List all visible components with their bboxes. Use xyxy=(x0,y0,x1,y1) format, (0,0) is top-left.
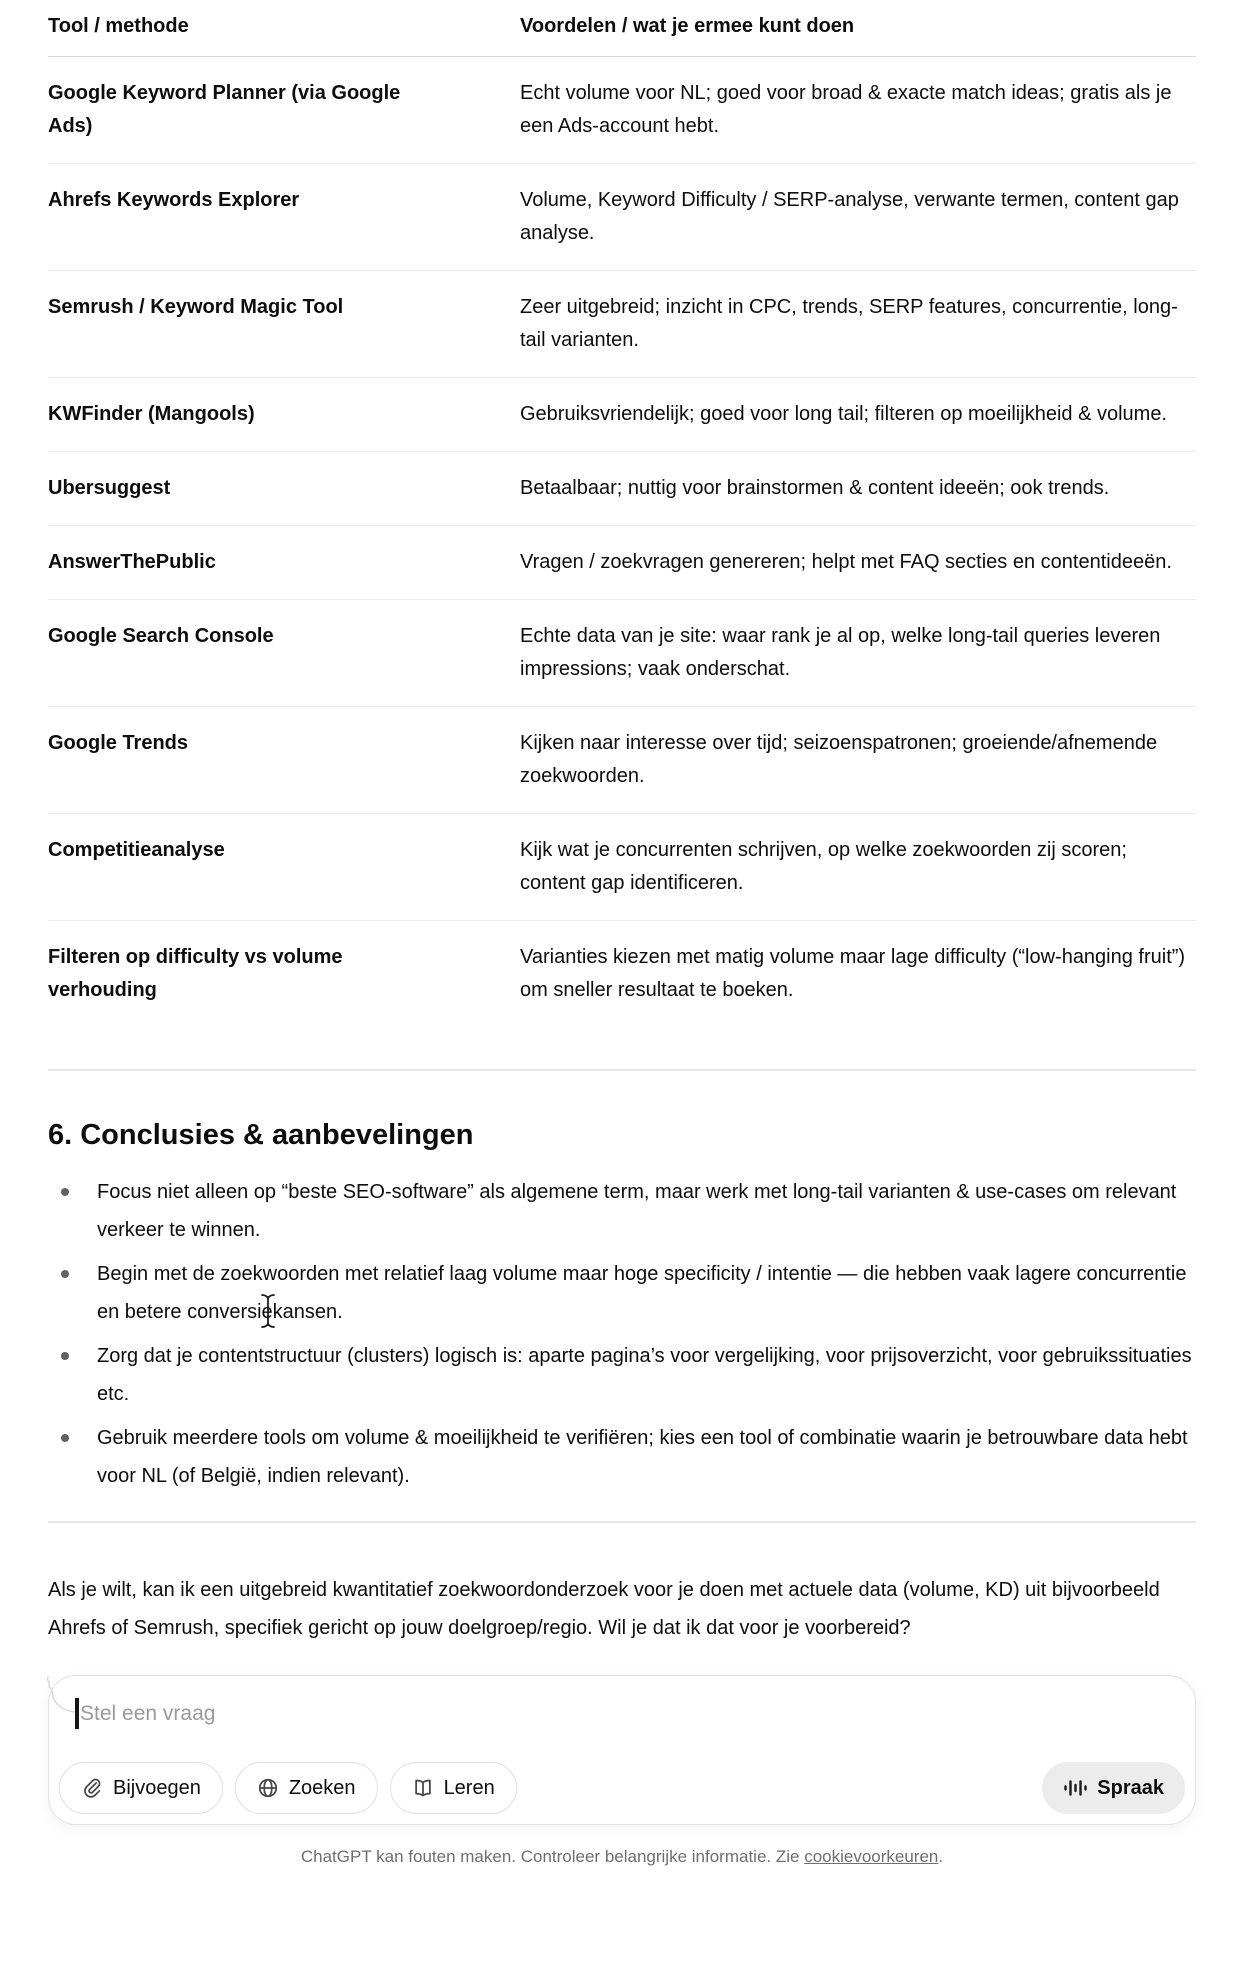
disclaimer-text: ChatGPT kan fouten maken. Controleer belangrijke informatie. Zie xyxy=(300,1847,805,1866)
benefit-cell: Kijken naar interesse over tijd; seizoenspatronen; groeiende/afnemende zoekwoorden. xyxy=(520,707,1196,814)
book-icon xyxy=(412,1777,434,1799)
pill-label: Leren xyxy=(443,1776,495,1799)
benefit-cell: Kijk wat je concurrenten schrijven, op welke zoekwoorden zij scoren; content gap identificeren. xyxy=(520,814,1196,921)
table-row xyxy=(48,57,1196,164)
tools-table xyxy=(48,6,1196,1027)
table-row xyxy=(48,600,1196,707)
tool-cell: Google Keyword Planner (via Google Ads) xyxy=(48,57,520,164)
cookie-preferences-link[interactable]: cookievoorkeuren xyxy=(804,1847,939,1866)
table-row xyxy=(48,814,1196,921)
composer-corner-curl xyxy=(40,1672,80,1719)
benefit-cell: Vragen / zoekvragen genereren; helpt met FAQ secties en contentideeën. xyxy=(520,526,1196,600)
leren-button[interactable] xyxy=(390,1762,517,1814)
table-row xyxy=(48,164,1196,271)
globe-icon xyxy=(257,1777,279,1799)
tool-cell: Competitieanalyse xyxy=(48,814,520,921)
section-divider xyxy=(48,1521,1196,1523)
tool-cell: Ubersuggest xyxy=(48,452,520,526)
disclaimer xyxy=(48,1846,1196,1868)
section-heading: 6. Conclusies & aanbevelingen xyxy=(48,1119,474,1151)
tool-cell: Google Search Console xyxy=(48,600,520,707)
tool-cell: Semrush / Keyword Magic Tool xyxy=(48,271,520,378)
table-row xyxy=(48,707,1196,814)
paperclip-icon xyxy=(81,1777,103,1799)
waveform-icon xyxy=(1063,1776,1088,1800)
benefit-cell: Varianties kiezen met matig volume maar lage difficulty (“low-hanging fruit”) om sneller resultaat te boeken. xyxy=(520,946,1186,1001)
benefit-cell: Echt volume voor NL; goed voor broad & exacte match ideas; gratis als je een Ads-account hebt. xyxy=(520,57,1196,164)
table-row xyxy=(48,921,1196,1028)
conclusion-bullet: Gebruik meerdere tools om volume & moeilijkheid te verifiëren; kies een tool of combinatie waarin je betrouwbare data hebt voor NL (of België, indien relevant). xyxy=(48,1419,1196,1495)
text-caret xyxy=(75,1698,79,1729)
conclusion-bullet: Begin met de zoekwoorden met relatief laag volume maar hoge specificity / intentie — die hebben vaak lagere concurrentie en betere conversiekansen. xyxy=(48,1255,1196,1331)
disclaimer-suffix: . xyxy=(938,1847,944,1866)
table-header-row xyxy=(48,6,1196,57)
tool-cell: Google Trends xyxy=(48,707,520,814)
benefit-cell: Gebruiksvriendelijk; goed voor long tail; filteren op moeilijkheid & volume. xyxy=(520,378,1196,452)
conclusions-list xyxy=(48,1173,1196,1495)
voice-button[interactable] xyxy=(1042,1762,1185,1814)
column-header-benefits: Voordelen / wat je ermee kunt doen xyxy=(520,6,1196,57)
section-divider xyxy=(48,1069,1196,1071)
message-input[interactable] xyxy=(75,1698,1185,1729)
benefit-cell: Zeer uitgebreid; inzicht in CPC, trends, SERP features, concurrentie, long-tail varianten. xyxy=(520,271,1196,378)
pill-label: Zoeken xyxy=(288,1776,356,1799)
tool-cell: Ahrefs Keywords Explorer xyxy=(48,164,520,271)
voice-button-label: Spraak xyxy=(1097,1776,1164,1799)
conclusion-bullet: Focus niet alleen op “beste SEO-software” als algemene term, maar werk met long-tail varianten & use-cases om relevant verkeer te winnen. xyxy=(48,1173,1196,1249)
pill-label: Bijvoegen xyxy=(113,1776,201,1799)
tool-cell: Filteren op difficulty vs volume verhouding xyxy=(48,946,343,1001)
conclusion-bullet: Zorg dat je contentstructuur (clusters) logisch is: aparte pagina’s voor vergelijking, voor prijsoverzicht, voor gebruikssituaties etc. xyxy=(48,1337,1196,1413)
benefit-cell: Betaalbaar; nuttig voor brainstormen & content ideeën; ook trends. xyxy=(520,452,1196,526)
column-header-tool: Tool / methode xyxy=(48,6,520,57)
bijvoegen-button[interactable] xyxy=(59,1762,223,1814)
closing-paragraph: Als je wilt, kan ik een uitgebreid kwantitatief zoekwoordonderzoek voor je doen met actuele data (volume, KD) uit bijvoorbeeld Ahrefs of Semrush, specifiek gericht op jouw doelgroep/regio. Wil je dat ik dat voor je voorbereid? xyxy=(48,1579,1160,1639)
table-row xyxy=(48,526,1196,600)
composer[interactable] xyxy=(48,1675,1196,1825)
benefit-cell: Echte data van je site: waar rank je al op, welke long-tail queries leveren impressions; vaak onderschat. xyxy=(520,600,1196,707)
zoeken-button[interactable] xyxy=(235,1762,378,1814)
table-row xyxy=(48,378,1196,452)
table-row xyxy=(48,452,1196,526)
composer-actions xyxy=(59,1762,1185,1814)
table-row xyxy=(48,271,1196,378)
tool-cell: AnswerThePublic xyxy=(48,526,520,600)
benefit-cell: Volume, Keyword Difficulty / SERP-analyse, verwante termen, content gap analyse. xyxy=(520,164,1196,271)
input-placeholder: Stel een vraag xyxy=(80,1701,216,1725)
tool-cell: KWFinder (Mangools) xyxy=(48,378,520,452)
